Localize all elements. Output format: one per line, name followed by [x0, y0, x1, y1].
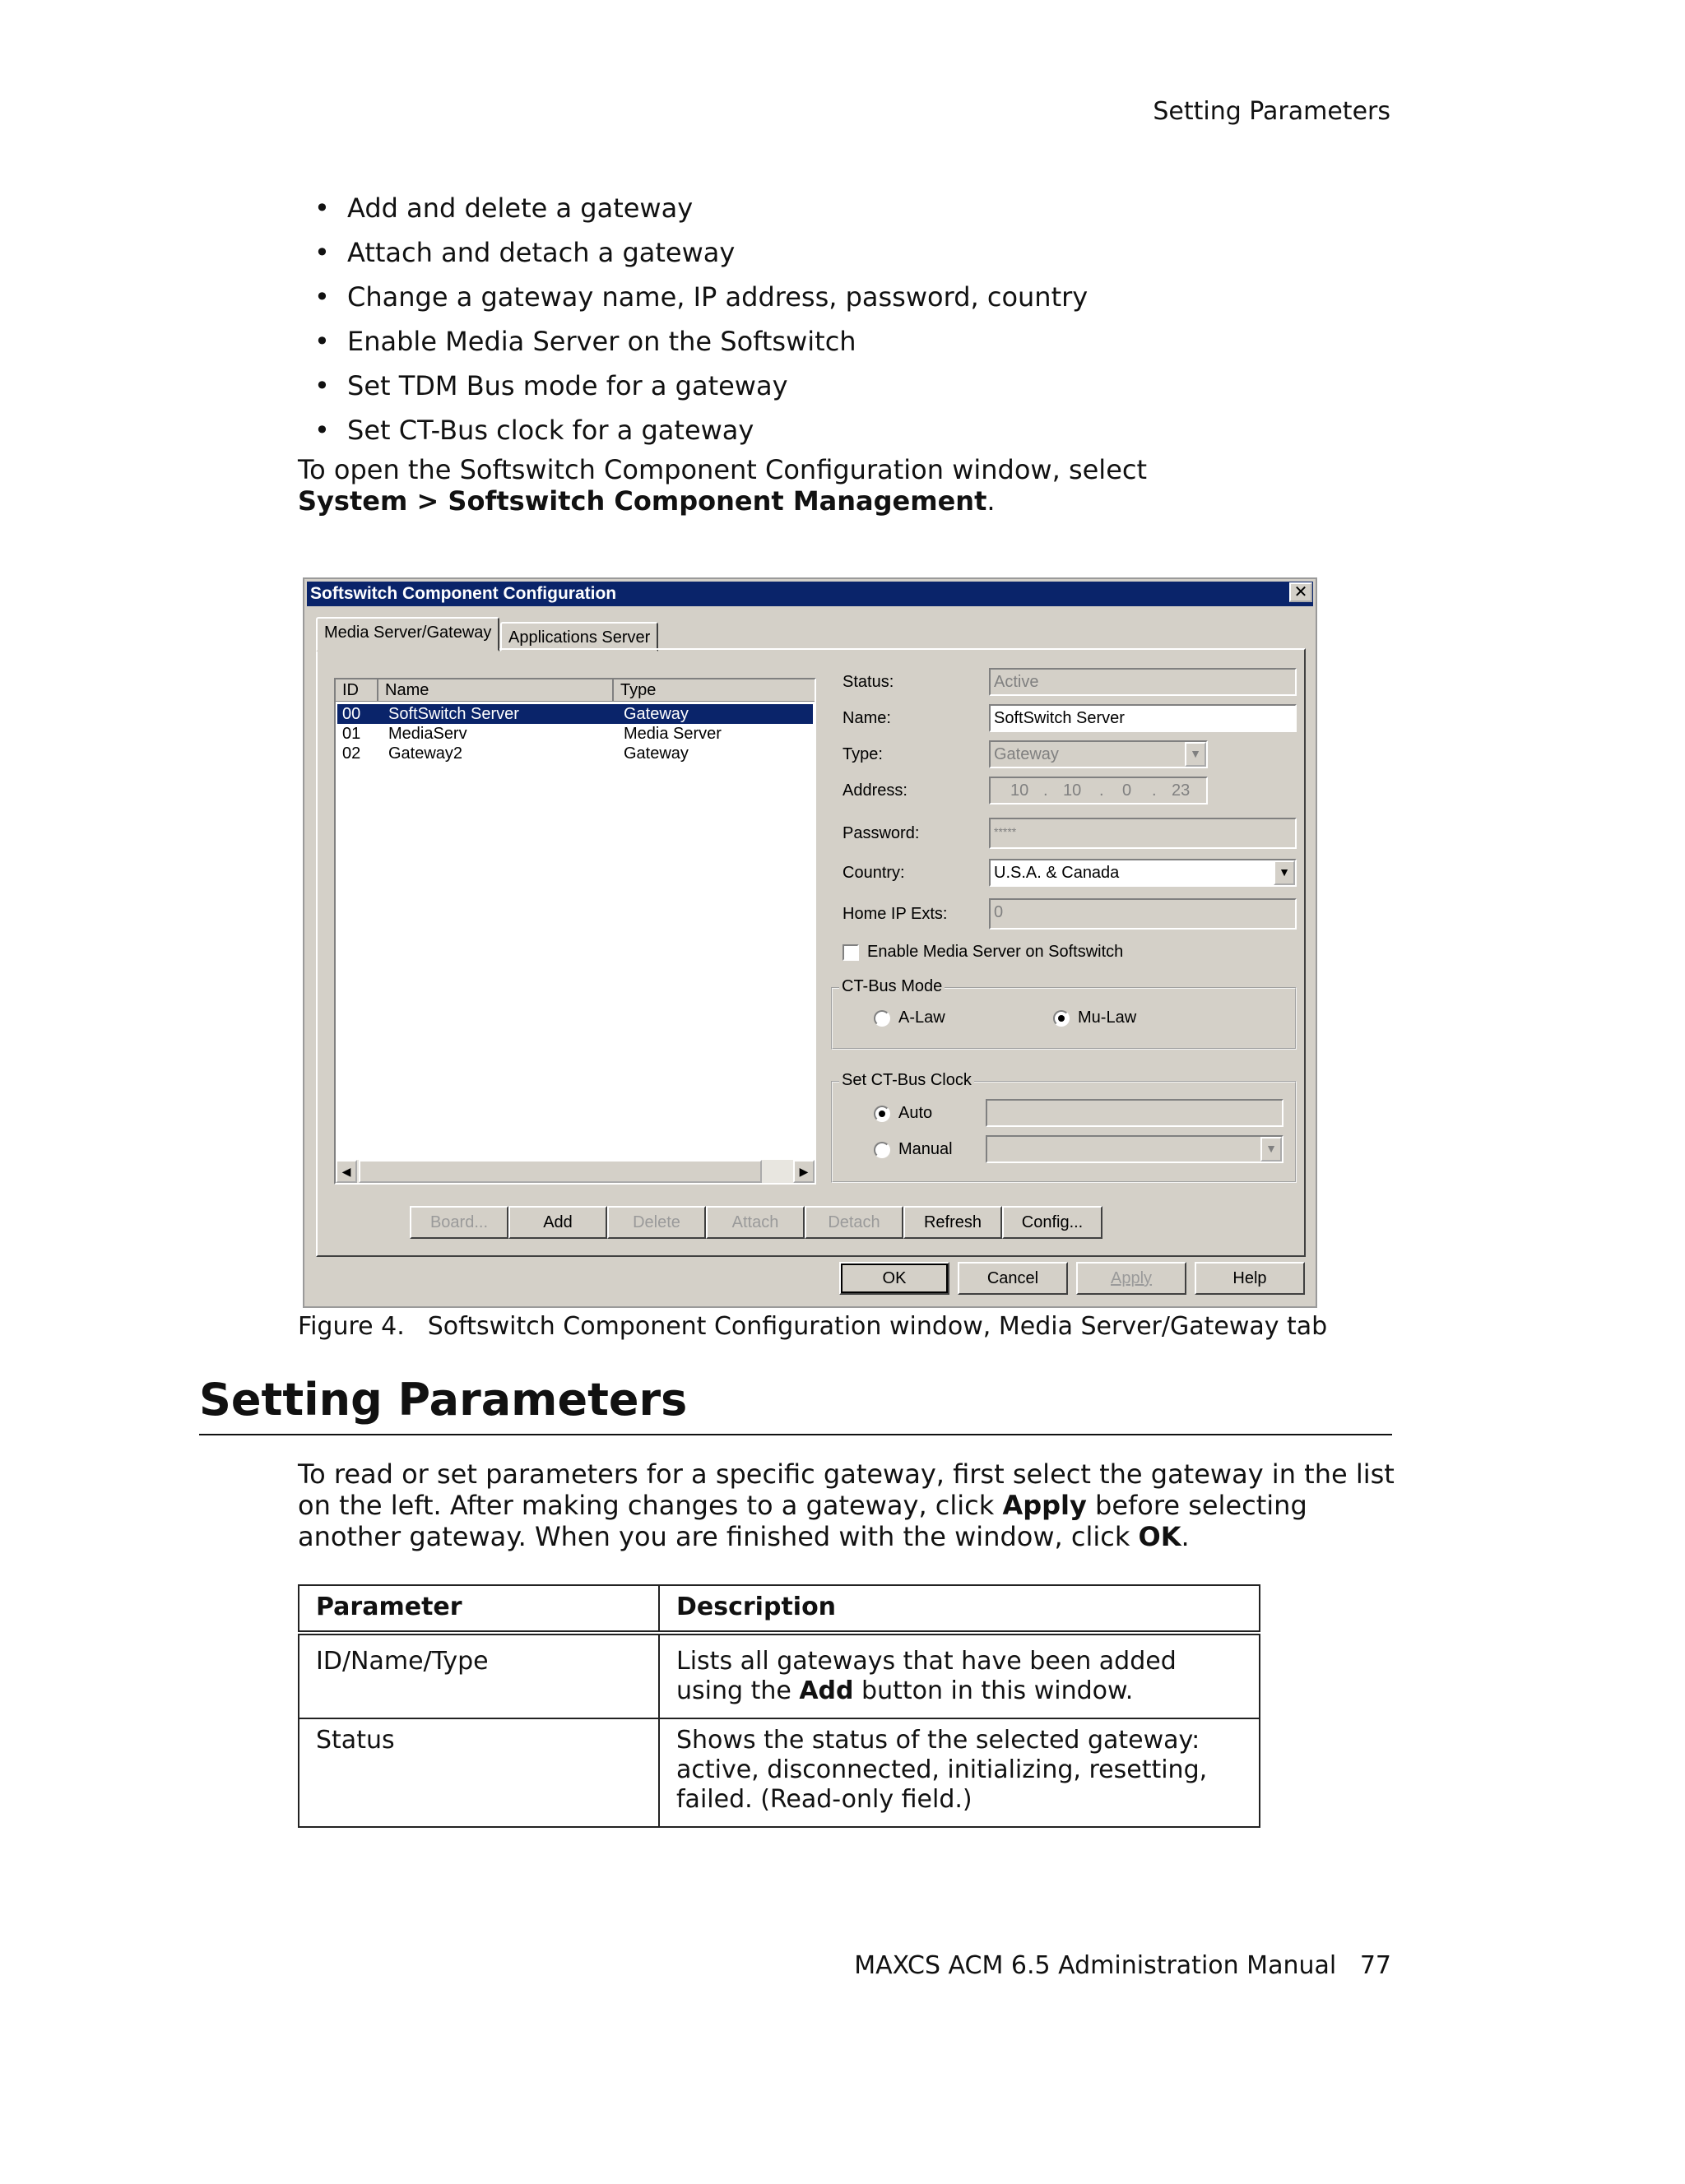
delete-button[interactable]: Delete: [607, 1206, 706, 1239]
feature-bullet-list: [303, 188, 1088, 454]
column-header-description: Description: [659, 1585, 1260, 1633]
section-title: Setting Parameters: [199, 1374, 688, 1426]
bullet-glyph: •: [314, 370, 330, 401]
auto-radio[interactable]: [874, 1106, 890, 1122]
bullet-item: • Add and delete a gateway: [303, 188, 1088, 232]
parameter-cell: Status: [299, 1718, 659, 1827]
column-header-id[interactable]: ID: [336, 679, 378, 701]
mulaw-radio[interactable]: [1053, 1010, 1070, 1027]
help-button[interactable]: Help: [1195, 1262, 1305, 1295]
list-row[interactable]: 01 MediaServ Media Server: [342, 725, 722, 743]
figure-caption: [298, 1312, 1327, 1341]
table-row: [299, 1633, 1260, 1718]
scroll-thumb[interactable]: [359, 1160, 762, 1183]
dialog-title: Softswitch Component Configuration: [307, 582, 1313, 606]
page-number: 77: [1359, 1951, 1391, 1980]
softswitch-config-dialog: [303, 577, 1317, 1308]
status-field: Active: [989, 668, 1297, 696]
bullet-item: • Set TDM Bus mode for a gateway: [303, 365, 1088, 410]
chevron-down-icon[interactable]: ▼: [1260, 1137, 1282, 1162]
column-header-name[interactable]: Name: [378, 679, 614, 701]
country-dropdown[interactable]: U.S.A. & Canada ▼: [989, 859, 1297, 887]
address-field[interactable]: 10 . 10 . 0 . 23: [989, 777, 1208, 805]
manual-radio[interactable]: [874, 1142, 890, 1158]
description-cell: Shows the status of the selected gateway: active, disconnected, initializing, resetting, failed. (Read-only field.): [659, 1718, 1260, 1827]
gateway-list[interactable]: [334, 678, 816, 1185]
figure-number: Figure 4.: [298, 1312, 405, 1341]
menu-path: System > Softswitch Component Management: [298, 485, 987, 517]
list-row[interactable]: 02 Gateway2 Gateway: [342, 744, 689, 763]
column-header-parameter: Parameter: [299, 1585, 659, 1633]
chevron-down-icon[interactable]: ▼: [1274, 860, 1295, 885]
ctbus-clock-group: [831, 1071, 1297, 1183]
country-label: Country:: [842, 864, 905, 882]
apply-button[interactable]: Apply: [1076, 1262, 1186, 1295]
type-dropdown[interactable]: Gateway ▼: [989, 740, 1208, 768]
password-label: Password:: [842, 824, 920, 842]
list-row[interactable]: 00 SoftSwitch Server Gateway: [337, 704, 813, 724]
manual-title: MAXCS ACM 6.5 Administration Manual: [854, 1951, 1337, 1980]
type-label: Type:: [842, 745, 883, 763]
page-footer: [854, 1951, 1391, 1980]
column-header-type[interactable]: Type: [620, 681, 657, 699]
scroll-right-icon[interactable]: ▶: [793, 1160, 815, 1183]
bullet-glyph: •: [314, 281, 330, 313]
add-button[interactable]: Add: [508, 1206, 607, 1239]
manual-label: Manual: [898, 1140, 953, 1158]
running-header: Setting Parameters: [1153, 97, 1390, 126]
home-ip-exts-field[interactable]: 0: [989, 898, 1297, 930]
attach-button[interactable]: Attach: [706, 1206, 805, 1239]
close-icon[interactable]: ✕: [1289, 582, 1312, 602]
config-button[interactable]: Config...: [1002, 1206, 1102, 1239]
cancel-button[interactable]: Cancel: [958, 1262, 1068, 1295]
refresh-button[interactable]: Refresh: [903, 1206, 1002, 1239]
bullet-glyph: •: [314, 326, 330, 357]
bullet-item: • Set CT-Bus clock for a gateway: [303, 410, 1088, 454]
figure-caption-text: Softswitch Component Configuration window, Media Server/Gateway tab: [427, 1312, 1328, 1341]
alaw-label: A-Law: [898, 1009, 945, 1027]
intro-paragraph: To open the Softswitch Component Configuration window, select System > Softswitch Component Management.: [298, 454, 1148, 517]
password-field[interactable]: *****: [989, 818, 1297, 849]
detach-button[interactable]: Detach: [805, 1206, 903, 1239]
home-ip-exts-label: Home IP Exts:: [842, 905, 948, 923]
status-label: Status:: [842, 673, 894, 691]
name-label: Name:: [842, 709, 891, 727]
ctbus-mode-group: [831, 977, 1297, 1050]
ctbus-mode-legend: CT-Bus Mode: [839, 977, 945, 996]
description-cell: Lists all gateways that have been added using the Add button in this window.: [659, 1633, 1260, 1718]
parameter-table: [298, 1584, 1260, 1828]
tab-media-server-gateway[interactable]: Media Server/Gateway: [316, 617, 499, 651]
board-button[interactable]: Board...: [410, 1206, 508, 1239]
alaw-radio[interactable]: [874, 1010, 890, 1027]
ctbus-clock-legend: Set CT-Bus Clock: [839, 1071, 974, 1090]
auto-clock-field[interactable]: [986, 1099, 1283, 1127]
enable-media-server-checkbox[interactable]: [842, 944, 859, 961]
tab-applications-server[interactable]: Applications Server: [500, 622, 658, 651]
section-rule: [199, 1434, 1392, 1435]
list-header: [336, 679, 815, 702]
enable-media-server-label: Enable Media Server on Softswitch: [867, 943, 1124, 961]
bullet-glyph: •: [314, 415, 330, 446]
auto-label: Auto: [898, 1104, 933, 1122]
scroll-left-icon[interactable]: ◀: [336, 1160, 357, 1183]
bullet-item: • Enable Media Server on the Softswitch: [303, 321, 1088, 365]
ok-button[interactable]: OK: [839, 1262, 949, 1295]
bullet-item: • Change a gateway name, IP address, password, country: [303, 276, 1088, 321]
name-field[interactable]: SoftSwitch Server: [989, 704, 1297, 732]
bullet-glyph: •: [314, 237, 330, 268]
chevron-down-icon[interactable]: ▼: [1185, 742, 1206, 767]
bullet-glyph: •: [314, 192, 330, 224]
horizontal-scrollbar[interactable]: [336, 1160, 815, 1183]
table-header-row: [299, 1585, 1260, 1633]
address-label: Address:: [842, 781, 907, 800]
table-row: [299, 1718, 1260, 1827]
mulaw-label: Mu-Law: [1078, 1009, 1137, 1027]
section-paragraph: To read or set parameters for a specific gateway, first select the gateway in the list on the left. After making changes to a gateway, click Apply before selecting another gateway. When you are finished with the window, click OK.: [298, 1458, 1395, 1552]
bullet-item: • Attach and detach a gateway: [303, 232, 1088, 276]
parameter-cell: ID/Name/Type: [299, 1633, 659, 1718]
manual-clock-dropdown[interactable]: [986, 1135, 1283, 1163]
